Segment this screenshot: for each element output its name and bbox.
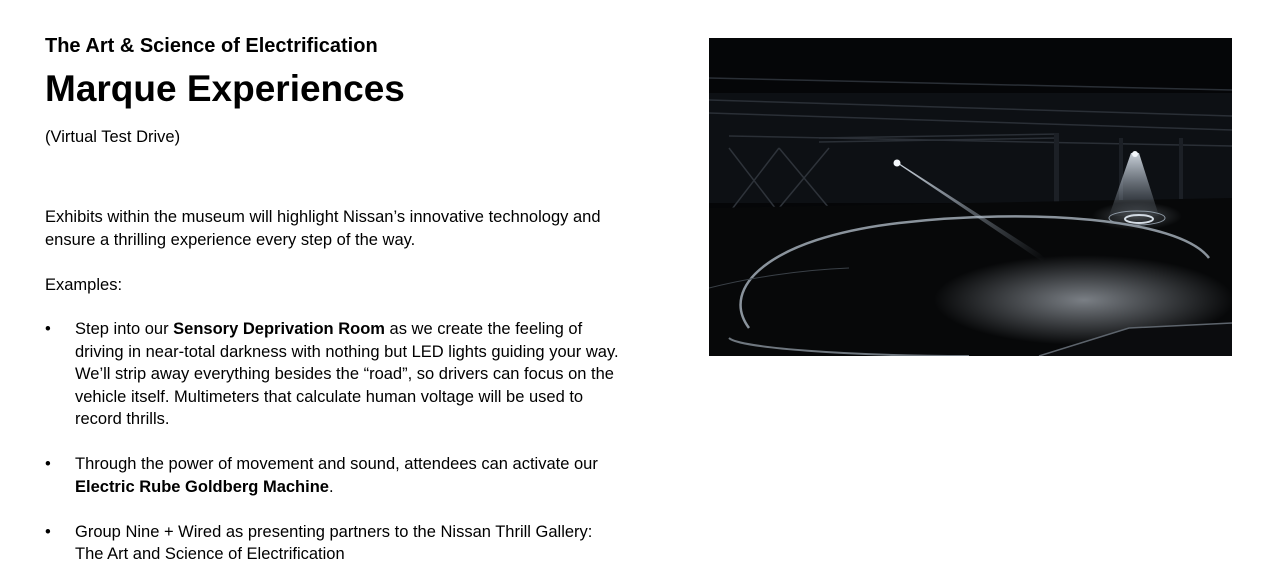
list-item (45, 453, 625, 498)
list-item (45, 318, 625, 431)
bullet-icon: • (45, 455, 51, 473)
examples-list (45, 318, 625, 566)
bullet-icon: • (45, 522, 51, 541)
intro-paragraph: Exhibits within the museum will highlight Nissan’s innovative technology and ensure a thrilling experience every step of the way. (45, 208, 601, 249)
bullet-text-before: Step into our (75, 320, 174, 338)
bullet-icon: • (45, 320, 51, 338)
bullet-text-after: as we create the feeling of driving in near-total darkness with nothing but LED lights guiding your way. We’ll strip away everything besides the “road”, so drivers can focus on the vehicle itself. Multimeters that calculate human voltage will be used to record thrills. (75, 320, 619, 428)
examples-label: Examples: (45, 276, 123, 294)
bullet-text: Group Nine + Wired as presenting partners to the Nissan Thrill Gallery: The Art and Science of Electrification (75, 522, 593, 563)
bullet-highlight: Sensory Deprivation Room (173, 320, 385, 338)
list-item (45, 521, 625, 566)
slide-subtitle: (Virtual Test Drive) (45, 128, 181, 146)
bullet-text-before: Through the power of movement and sound, attendees can activate our (75, 455, 598, 473)
slide-title: Marque Experiences (45, 68, 405, 109)
warehouse-spotlight-photo (709, 38, 1232, 356)
bullet-highlight: Electric Rube Goldberg Machine (75, 477, 329, 496)
slide-supertitle: The Art & Science of Electrification (45, 35, 378, 57)
warehouse-spotlight-image (709, 38, 1232, 356)
bullet-text-after: . (328, 477, 334, 496)
